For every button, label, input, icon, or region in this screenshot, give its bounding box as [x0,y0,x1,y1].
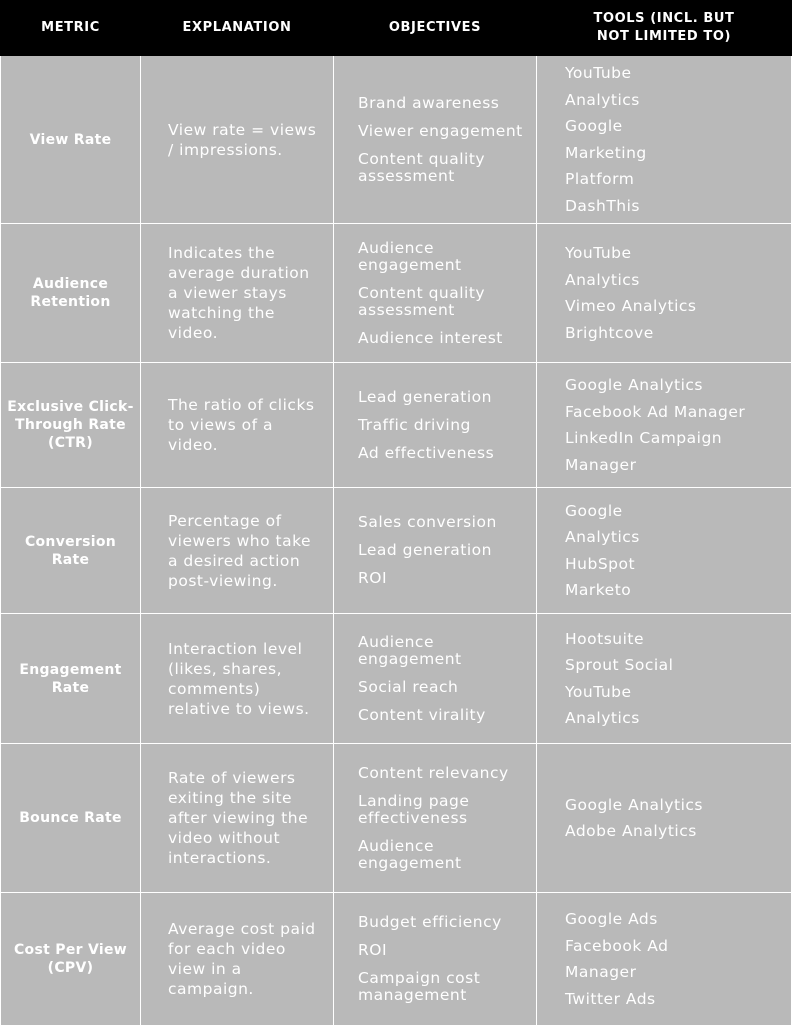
table-row [1,488,792,614]
metric-cell [1,488,141,614]
explanation-text: Average cost paid for each video view in a campaign. [168,920,316,998]
tools-cell [537,893,792,1026]
objective-item: Lead generation [358,541,492,559]
header-explanation: EXPLANATION [141,1,334,56]
tool-item: Google Analytics [565,795,703,814]
tool-item: Vimeo Analytics [565,297,697,315]
objective-item: Audience interest [358,328,503,347]
objectives-cell [334,56,537,224]
metric-cell [1,56,141,224]
tool-item: Adobe Analytics [565,822,697,840]
tool-item: Google [565,501,623,520]
explanation-text: The ratio of clicks to views of a video. [168,396,315,454]
table-row [1,893,792,1026]
metric-cell [1,363,141,488]
table-row [1,56,792,224]
tool-item: Facebook Ad [565,936,669,955]
explanation-cell [141,614,334,744]
objective-item: Campaign cost management [358,969,481,1004]
header-objectives: OBJECTIVES [334,1,537,56]
objective-item: Brand awareness [358,93,500,112]
table-row [1,614,792,744]
header-row [1,1,792,56]
tool-item: YouTube [565,244,632,262]
objective-item: Content quality assessment [358,283,486,319]
explanation-cell [141,363,334,488]
metric-cell [1,744,141,893]
explanation-cell [141,893,334,1026]
metric-name: Exclusive Click-Through Rate (CTR) [7,399,134,451]
tool-item: Twitter Ads [565,989,656,1008]
objectives-cell [334,893,537,1026]
tool-item: Hootsuite [565,629,645,648]
objective-item: Content relevancy [358,763,509,782]
objective-item: Content quality assessment [358,149,486,185]
explanation-text: Percentage of viewers who take a desired action post-viewing. [168,511,312,590]
tool-item: YouTube [565,64,632,82]
objective-item: Landing page effectiveness [358,791,470,827]
objectives-cell [334,363,537,488]
explanation-text: Indicates the average duration a viewer stays watching the video. [168,244,310,342]
objective-item: Audience engagement [358,632,462,668]
objective-item: Social reach [358,677,459,696]
tool-item: Analytics [565,90,640,109]
metric-name: Conversion Rate [24,533,117,568]
tool-item: Marketo [565,581,632,599]
metric-name: Cost Per View (CPV) [13,942,128,976]
tools-cell [537,363,792,488]
objectives-cell [334,488,537,614]
objective-item: Audience engagement [358,836,462,872]
tools-cell [537,488,792,614]
tool-item: LinkedIn Campaign [565,429,723,447]
table-row [1,744,792,893]
metric-name: Engagement Rate [19,661,122,696]
explanation-cell [141,744,334,893]
explanation-text: Interaction level (likes, shares, comments) relative to views. [168,639,310,718]
table-body [1,56,792,1026]
tools-cell [537,224,792,363]
table-row [1,363,792,488]
objective-item: Lead generation [358,387,492,406]
objective-item: Budget efficiency [358,913,502,931]
tools-cell [537,56,792,224]
tool-item: HubSpot [565,554,636,573]
objective-item: Ad effectiveness [358,443,495,462]
header-tools: TOOLS (INCL. BUT NOT LIMITED TO) [537,1,792,56]
explanation-cell [141,488,334,614]
objective-item: ROI [358,941,388,959]
objective-item: Sales conversion [358,513,497,531]
objective-item: Traffic driving [358,415,471,434]
tool-item: Manager [565,963,637,981]
tool-item: Google Ads [565,910,658,928]
table-row [1,224,792,363]
explanation-text: View rate = views / impressions. [168,120,317,159]
explanation-cell [141,56,334,224]
tool-item: Marketing [565,143,647,162]
tool-item: Brightcove [565,323,654,342]
tool-item: Google [565,117,623,135]
objective-item: Audience engagement [358,238,462,274]
tool-item: Platform [565,170,635,188]
tools-cell [537,744,792,893]
tool-item: Analytics [565,709,640,727]
tool-item: Analytics [565,528,640,546]
metric-cell [1,893,141,1026]
tool-item: Sprout Social [565,656,674,674]
objectives-cell [334,614,537,744]
tool-item: Manager [565,455,637,474]
metric-cell [1,614,141,744]
tool-item: YouTube [565,682,632,701]
metric-name: Audience Retention [30,276,111,310]
tool-item: Analytics [565,270,640,289]
metric-cell [1,224,141,363]
tool-item: DashThis [565,196,641,215]
objectives-cell [334,744,537,893]
objective-item: Content virality [358,705,486,724]
table-header [1,1,792,56]
metric-name: Bounce Rate [19,810,122,826]
metric-name: View Rate [29,131,112,148]
tool-item: Google Analytics [565,376,703,394]
objective-item: ROI [358,569,388,587]
objectives-cell [334,224,537,363]
explanation-cell [141,224,334,363]
tools-cell [537,614,792,744]
explanation-text: Rate of viewers exiting the site after viewing the video without interactions. [168,769,309,867]
tool-item: Facebook Ad Manager [565,402,746,421]
objective-item: Viewer engagement [358,121,523,140]
header-metric: METRIC [1,1,141,56]
